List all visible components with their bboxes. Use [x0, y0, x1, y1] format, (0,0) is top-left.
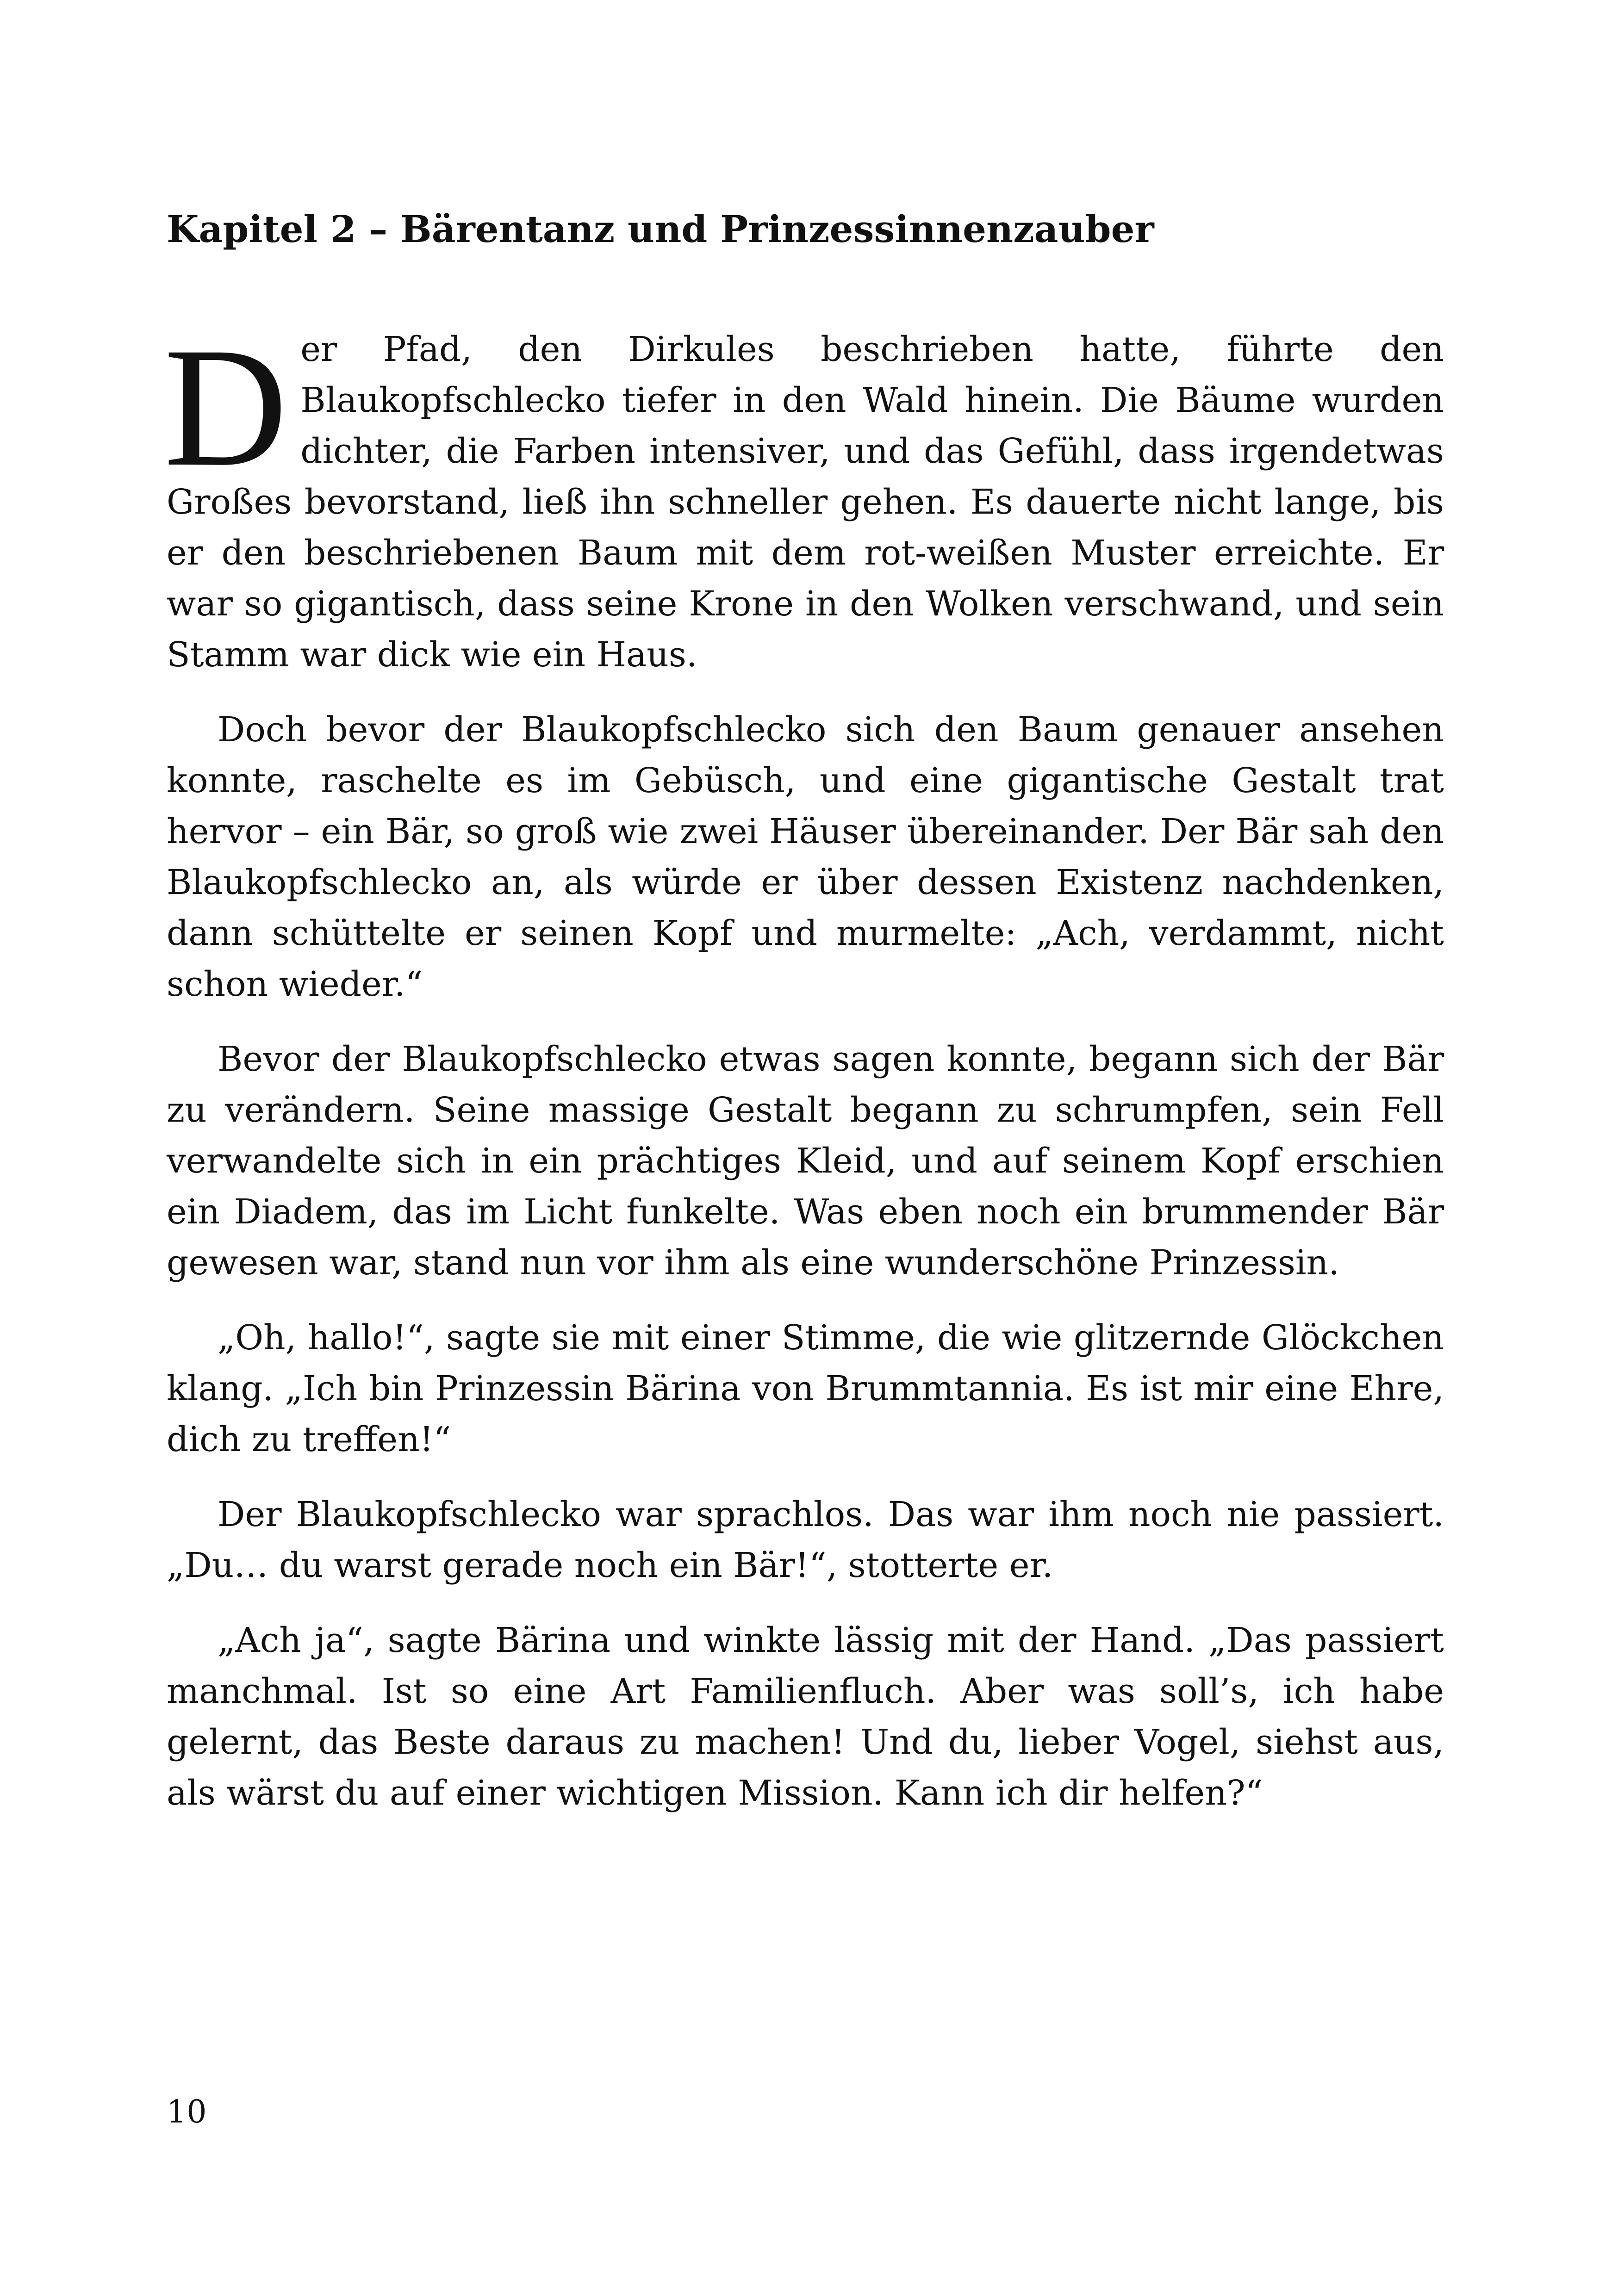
paragraph-3: Bevor der Blaukopfschlecko etwas sagen konnte, begann sich der Bär zu verändern. Seine massige Gestalt begann zu schrumpfen, sein Fell verwandelte sich in ein prächtiges Kleid, und auf seinem Kopf erschien ein Diadem, das im Licht funkelte. Was eben noch ein brummender Bär gewesen war, stand nun vor ihm als eine wunderschöne Prinzessin.: [167, 1039, 1444, 1283]
paragraph-5: Der Blaukopfschlecko war sprachlos. Das war ihm noch nie passiert. „Du… du warst gerade noch ein Bär!“, stotterte er.: [167, 1495, 1444, 1585]
drop-cap: D: [164, 312, 288, 502]
paragraph-4: „Oh, hallo!“, sagte sie mit einer Stimme, die wie glitzernde Glöckchen klang. „Ich bin Prinzessin Bärina von Brummtannia. Es ist mir eine Ehre, dich zu treffen!“: [167, 1318, 1444, 1459]
chapter-title: Kapitel 2 – Bärentanz und Prinzessinnenzauber: [167, 207, 1154, 251]
paragraph-1: [164, 312, 1444, 680]
paragraph-1-text: er Pfad, den Dirkules beschrieben hatte, führte den Blaukopfschlecko tiefer in den Wald hinein. Die Bäume wurden dichter, die Farben intensiver, und das Gefühl, dass irgendetwas Großes bevorstand, ließ ihn schneller gehen. Es dauerte nicht lange, bis er den beschriebenen Baum mit dem rot-weißen Muster erreichte. Er war so gigantisch, dass seine Krone in den Wolken verschwand, und sein Stamm war dick wie ein Haus.: [167, 329, 1444, 675]
paragraph-2: Doch bevor der Blaukopfschlecko sich den Baum genauer ansehen konnte, raschelte es im Gebüsch, und eine gigantische Gestalt trat hervor – ein Bär, so groß wie zwei Häuser übereinander. Der Bär sah den Blaukopfschlecko an, als würde er über dessen Existenz nachdenken, dann schüttelte er seinen Kopf und murmelte: „Ach, verdammt, nicht schon wieder.“: [167, 710, 1444, 1004]
page-number: 10: [167, 2094, 207, 2130]
chapter-body: [164, 312, 1444, 1843]
paragraph-6: „Ach ja“, sagte Bärina und winkte lässig mit der Hand. „Das passiert manchmal. Ist so eine Art Familienfluch. Aber was soll’s, ich habe gelernt, das Beste daraus zu machen! Und du, lieber Vogel, siehst aus, als wärst du auf einer wichtigen Mission. Kann ich dir helfen?“: [167, 1620, 1444, 1813]
